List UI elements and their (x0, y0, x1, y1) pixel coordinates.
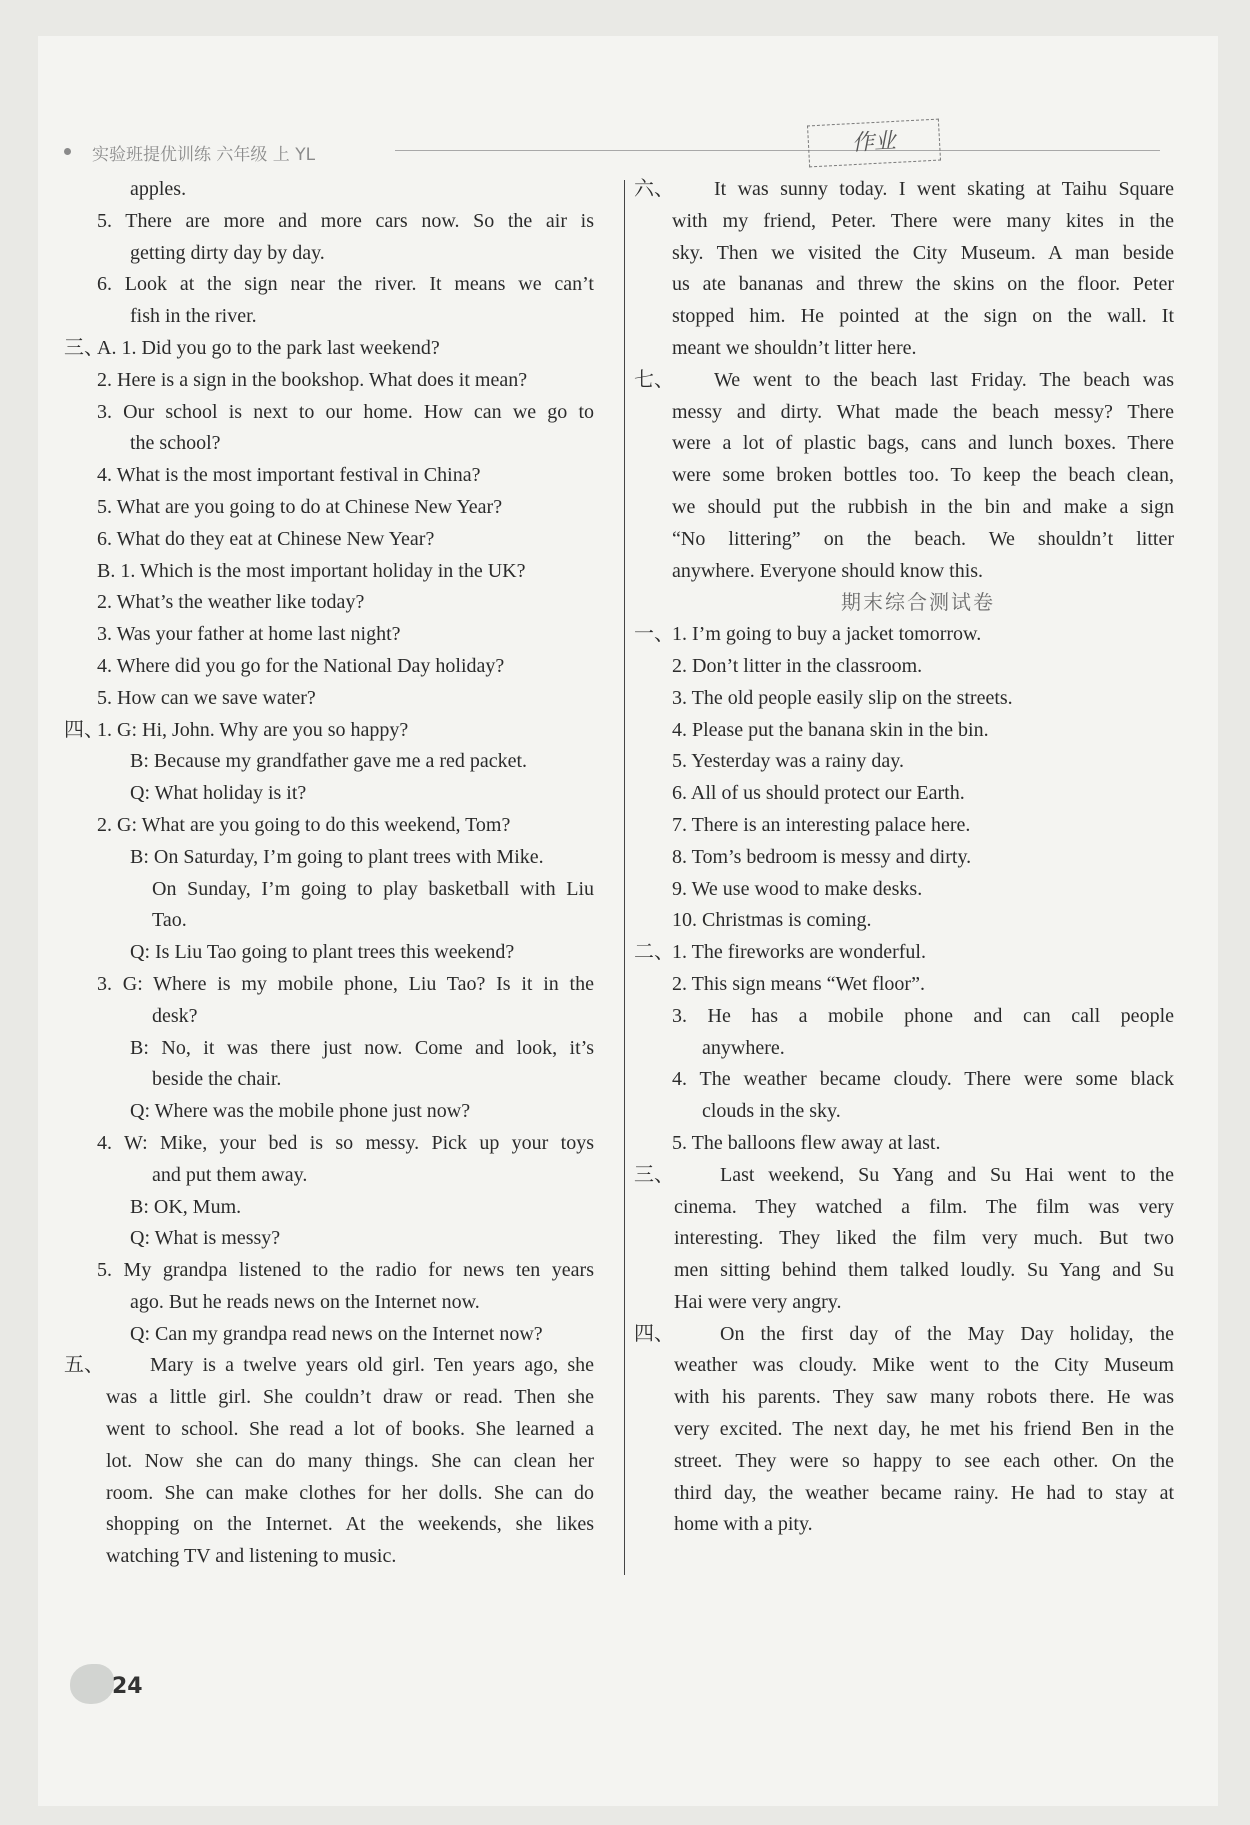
text-line (64, 333, 616, 365)
text-line (634, 1128, 1182, 1160)
text-line (64, 683, 616, 715)
line-text: 6. What do they eat at Chinese New Year? (97, 527, 435, 550)
line-text: On the first day of the May Day holiday, the (720, 1322, 1174, 1345)
homework-stamp: 作业 (807, 119, 941, 168)
text-line (64, 1128, 616, 1160)
line-text: 4. Where did you go for the National Day holiday? (97, 654, 505, 677)
line-text: 5. Yesterday was a rainy day. (672, 750, 904, 773)
text-line (634, 937, 1182, 969)
line-text: apples. (130, 178, 187, 200)
line-text: interesting. They liked the film very much. But two (674, 1227, 1174, 1250)
text-line (634, 1319, 1182, 1351)
text-line (64, 874, 616, 906)
line-text: 3. The old people easily slip on the streets. (672, 686, 1013, 709)
line-text: We went to the beach last Friday. The beach was (714, 368, 1174, 391)
line-text: 1. G: Hi, John. Why are you so happy? (97, 718, 409, 741)
text-line (64, 1319, 616, 1351)
line-text: men sitting behind them talked loudly. Su Yang and Su (674, 1259, 1174, 1282)
dolphin-logo-icon (70, 1664, 114, 1704)
text-line (634, 683, 1182, 715)
text-line (634, 1414, 1182, 1446)
text-line (634, 460, 1182, 492)
line-text: were a lot of plastic bags, cans and lunch boxes. There (672, 432, 1174, 455)
line-text: cinema. They watched a film. The film was very (674, 1195, 1174, 1218)
text-line (64, 460, 616, 492)
header-bullet (64, 148, 71, 155)
line-text: the school? (130, 432, 221, 455)
line-text: anywhere. Everyone should know this. (672, 559, 984, 582)
text-line (64, 1509, 616, 1541)
page-footer (70, 1660, 160, 1720)
line-text: 9. We use wood to make desks. (672, 877, 923, 900)
text-line (64, 397, 616, 429)
text-line (64, 651, 616, 683)
text-line (634, 778, 1182, 810)
left-column (64, 174, 616, 1573)
section-marker: 六、 (634, 178, 674, 200)
text-line (64, 524, 616, 556)
text-line (64, 746, 616, 778)
line-text: Q: What is messy? (130, 1227, 281, 1250)
text-line (64, 969, 616, 1001)
line-text: Tao. (152, 909, 187, 932)
text-line (64, 492, 616, 524)
header-title: 实验班提优训练 六年级 上 YL (92, 145, 316, 165)
text-line (634, 1255, 1182, 1287)
text-line (64, 937, 616, 969)
line-text: messy and dirty. What made the beach messy? There (672, 400, 1174, 423)
line-text: B: OK, Mum. (130, 1195, 242, 1218)
text-line (64, 556, 616, 588)
text-line (64, 1287, 616, 1319)
text-line (634, 1223, 1182, 1255)
text-line (64, 1255, 616, 1287)
line-text: 6. Look at the sign near the river. It means we can’t (97, 273, 594, 296)
line-text: Q: What holiday is it? (130, 782, 307, 805)
line-text: clouds in the sky. (702, 1100, 841, 1123)
line-text: weather was cloudy. Mike went to the City Museum (674, 1354, 1174, 1377)
line-text: with his parents. They saw many robots there. He was (674, 1386, 1174, 1409)
line-text: 8. Tom’s bedroom is messy and dirty. (672, 845, 972, 868)
text-line (64, 842, 616, 874)
text-line (634, 810, 1182, 842)
text-line (634, 1192, 1182, 1224)
line-text: meant we shouldn’t litter here. (672, 336, 917, 359)
line-text: 4. W: Mike, your bed is so messy. Pick up your toys (97, 1131, 594, 1154)
text-line (634, 428, 1182, 460)
line-text: with my friend, Peter. There were many kites in the (672, 209, 1174, 232)
right-column (634, 174, 1182, 1541)
section-marker: 一、 (634, 623, 674, 646)
section-title: 期末综合测试卷 (841, 590, 995, 615)
line-text: 7. There is an interesting palace here. (672, 813, 971, 836)
text-line (634, 1446, 1182, 1478)
text-line (634, 905, 1182, 937)
line-text: us ate bananas and threw the skins on the floor. Peter (672, 273, 1174, 296)
line-text: Last weekend, Su Yang and Su Hai went to the (720, 1163, 1174, 1186)
line-text: On Sunday, I’m going to play basketball with Liu (152, 877, 594, 900)
line-text: 3. He has a mobile phone and can call people (672, 1004, 1174, 1027)
text-line (64, 1478, 616, 1510)
line-text: Hai were very angry. (674, 1290, 842, 1313)
text-line (64, 174, 616, 206)
text-line (64, 1414, 616, 1446)
line-text: lot. Now she can do many things. She can clean her (106, 1449, 594, 1472)
text-line (64, 1001, 616, 1033)
line-text: 4. The weather became cloudy. There were some black (672, 1068, 1174, 1091)
line-text: 5. My grandpa listened to the radio for news ten years (97, 1259, 594, 1282)
line-text: B: On Saturday, I’m going to plant trees with Mike. (130, 845, 544, 868)
text-line (634, 301, 1182, 333)
text-line (634, 1001, 1182, 1033)
section-marker: 七、 (634, 368, 674, 391)
text-line (634, 206, 1182, 238)
line-text: 5. There are more and more cars now. So the air is (97, 209, 594, 232)
line-text: 6. All of us should protect our Earth. (672, 782, 965, 805)
line-text: stopped him. He pointed at the sign on the wall. It (672, 305, 1174, 328)
line-text: 4. Please put the banana skin in the bin. (672, 718, 989, 741)
line-text: we should put the rubbish in the bin and make a sign (672, 495, 1174, 518)
text-line (64, 1192, 616, 1224)
line-text: B: No, it was there just now. Come and look, it’s (130, 1036, 594, 1059)
section-marker: 五、 (64, 1354, 104, 1377)
text-line (64, 206, 616, 238)
line-text: getting dirty day by day. (130, 241, 325, 264)
line-text: was a little girl. She couldn’t draw or read. Then she (106, 1386, 594, 1409)
line-text: Q: Is Liu Tao going to plant trees this weekend? (130, 941, 515, 964)
line-text: desk? (152, 1004, 198, 1027)
text-line (634, 1382, 1182, 1414)
text-line (64, 1064, 616, 1096)
line-text: 2. This sign means “Wet floor”. (672, 972, 925, 995)
line-text: Q: Can my grandpa read news on the Internet now? (130, 1322, 543, 1345)
text-line (64, 1350, 616, 1382)
line-text: very excited. The next day, he met his friend Ben in the (674, 1418, 1174, 1441)
line-text: 3. Was your father at home last night? (97, 623, 401, 646)
text-line (634, 746, 1182, 778)
line-text: 2. Here is a sign in the bookshop. What does it mean? (97, 368, 528, 391)
text-line (634, 524, 1182, 556)
text-line (634, 397, 1182, 429)
column-divider (624, 180, 625, 1575)
text-line (64, 1446, 616, 1478)
line-text: 5. What are you going to do at Chinese New Year? (97, 495, 503, 518)
line-text: home with a pity. (674, 1513, 813, 1536)
text-line (64, 301, 616, 333)
line-text: shopping on the Internet. At the weekends, she likes (106, 1513, 594, 1536)
header-rule (395, 150, 1160, 151)
text-line (64, 715, 616, 747)
text-line (64, 587, 616, 619)
line-text: 3. G: Where is my mobile phone, Liu Tao? Is it in the (97, 972, 594, 995)
line-text: watching TV and listening to music. (106, 1545, 397, 1568)
text-line (634, 556, 1182, 588)
text-line (64, 1382, 616, 1414)
line-text: ago. But he reads news on the Internet now. (130, 1290, 480, 1313)
line-text: anywhere. (702, 1036, 785, 1059)
line-text: 2. What’s the weather like today? (97, 591, 365, 614)
text-line (64, 428, 616, 460)
line-text: A. 1. Did you go to the park last weekend? (97, 336, 440, 359)
text-line (64, 778, 616, 810)
text-line (634, 1033, 1182, 1065)
line-text: B. 1. Which is the most important holiday in the UK? (97, 559, 526, 582)
running-header (60, 140, 1160, 165)
line-text: fish in the river. (130, 305, 257, 328)
text-line (634, 333, 1182, 365)
text-line (64, 269, 616, 301)
text-line (634, 492, 1182, 524)
line-text: 5. How can we save water? (97, 686, 316, 709)
text-line (634, 1287, 1182, 1319)
text-line (634, 174, 1182, 206)
text-line (64, 365, 616, 397)
line-text: 10. Christmas is coming. (672, 909, 872, 932)
text-line (64, 905, 616, 937)
line-text: 1. I’m going to buy a jacket tomorrow. (672, 623, 982, 646)
page-number: 24 (112, 1674, 143, 1699)
text-line (64, 810, 616, 842)
line-text: 2. Don’t litter in the classroom. (672, 654, 923, 677)
line-text: 5. The balloons flew away at last. (672, 1131, 941, 1154)
line-text: 3. Our school is next to our home. How can we go to (97, 400, 594, 423)
text-line (64, 1160, 616, 1192)
section-marker: 二、 (634, 941, 674, 964)
text-line (634, 269, 1182, 301)
section-marker: 四、 (64, 718, 104, 741)
text-line (634, 1509, 1182, 1541)
line-text: Q: Where was the mobile phone just now? (130, 1100, 471, 1123)
text-line (634, 715, 1182, 747)
text-line (634, 1064, 1182, 1096)
line-text: street. They were so happy to see each other. On the (674, 1449, 1174, 1472)
line-text: 1. The fireworks are wonderful. (672, 941, 926, 964)
line-text: were some broken bottles too. To keep the beach clean, (672, 464, 1174, 487)
text-line (64, 619, 616, 651)
text-line (634, 1160, 1182, 1192)
line-text: “No littering” on the beach. We shouldn’t litter (672, 527, 1174, 550)
text-line (64, 1096, 616, 1128)
text-line (634, 1478, 1182, 1510)
line-text: beside the chair. (152, 1068, 282, 1091)
line-text: sky. Then we visited the City Museum. A man beside (672, 241, 1174, 264)
section-marker: 三、 (634, 1163, 674, 1186)
section-marker: 三、 (64, 336, 104, 359)
line-text: Mary is a twelve years old girl. Ten years ago, she (150, 1354, 594, 1377)
line-text: room. She can make clothes for her dolls. She can do (106, 1481, 594, 1504)
text-line (634, 238, 1182, 270)
line-text: 2. G: What are you going to do this weekend, Tom? (97, 813, 511, 836)
text-line (634, 619, 1182, 651)
text-line (64, 1541, 616, 1573)
line-text: and put them away. (152, 1163, 308, 1186)
text-line (634, 651, 1182, 683)
text-line (634, 365, 1182, 397)
text-line (64, 1223, 616, 1255)
line-text: B: Because my grandfather gave me a red packet. (130, 750, 528, 773)
text-line (634, 874, 1182, 906)
line-text: third day, the weather became rainy. He had to stay at (674, 1481, 1174, 1504)
line-text: went to school. She read a lot of books. She learned a (106, 1418, 594, 1441)
text-line (634, 842, 1182, 874)
text-line (64, 238, 616, 270)
text-line (634, 1096, 1182, 1128)
line-text: 4. What is the most important festival in China? (97, 464, 481, 487)
text-line (634, 1350, 1182, 1382)
text-line (634, 969, 1182, 1001)
text-line (64, 1033, 616, 1065)
line-text: It was sunny today. I went skating at Taihu Square (714, 178, 1174, 200)
section-marker: 四、 (634, 1322, 674, 1345)
